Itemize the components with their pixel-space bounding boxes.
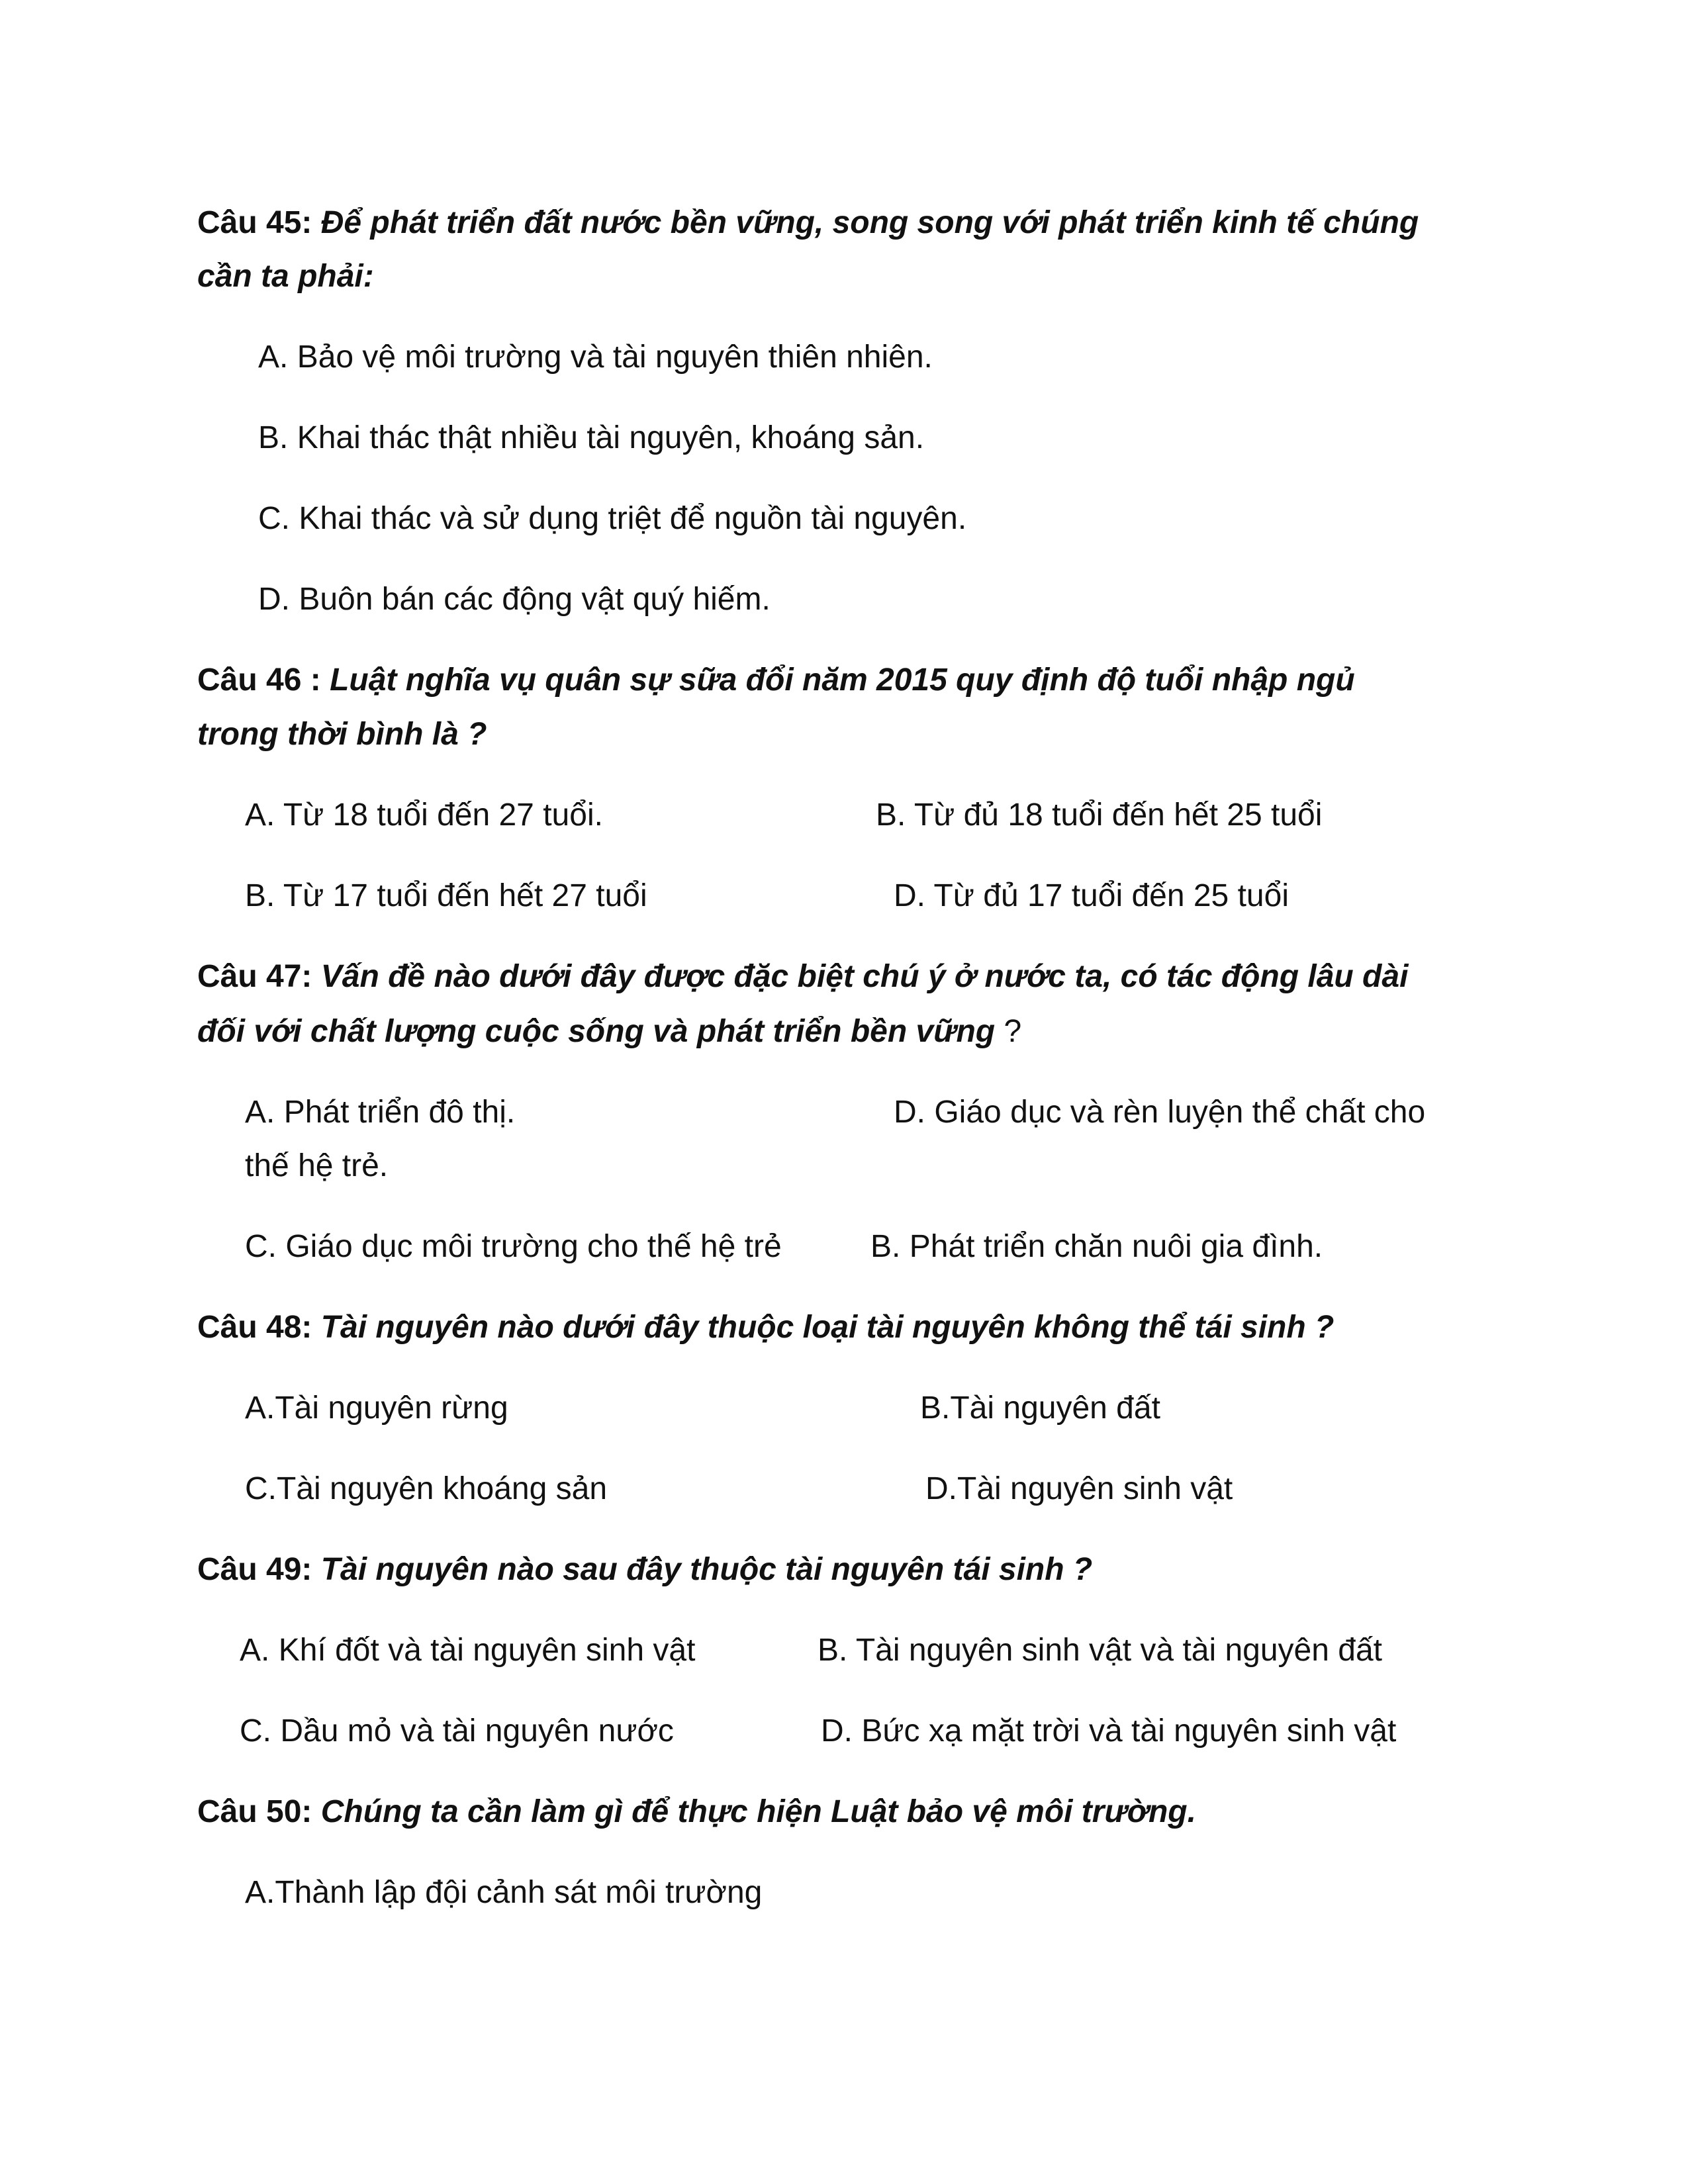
q49-option-a: A. Khí đốt và tài nguyên sinh vật [240,1633,696,1668]
question-47-line2 [197,1016,1021,1048]
question-50-line1 [197,1796,1196,1828]
q47-option-a: A. Phát triển đô thị. [245,1095,516,1130]
question-47-text: Vấn đề nào dưới đây được đặc biệt chú ý ở nước ta, có tác động lâu dài [320,959,1409,994]
q45-option-c: C. Khai thác và sử dụng triệt để nguồn tài nguyên. [258,501,967,536]
question-50-number: Câu 50: [197,1794,321,1829]
question-47-number: Câu 47: [197,959,321,994]
question-49-text: Tài nguyên nào sau đây thuộc tài nguyên tái sinh ? [320,1552,1093,1587]
q48-option-d: D.Tài nguyên sinh vật [925,1471,1233,1506]
q46-option-a: A. Từ 18 tuổi đến 27 tuổi. [245,797,603,833]
question-46-line1 [197,664,1355,696]
question-48-line1 [197,1312,1334,1343]
question-46-number: Câu 46 : [197,662,330,698]
q48-option-c: C.Tài nguyên khoáng sản [245,1471,608,1506]
question-48-text: Tài nguyên nào dưới đây thuộc loại tài nguyên không thể tái sinh ? [320,1310,1335,1345]
q46-option-b: B. Từ đủ 18 tuổi đến hết 25 tuổi [876,797,1323,833]
q48-option-b: B.Tài nguyên đất [920,1390,1160,1426]
question-47-mark: ? [995,1014,1022,1049]
q45-option-b: B. Khai thác thật nhiều tài nguyên, khoáng sản. [258,420,925,455]
q49-option-b: B. Tài nguyên sinh vật và tài nguyên đất [818,1633,1383,1668]
q45-option-d: D. Buôn bán các động vật quý hiếm. [258,582,771,617]
question-50-text: Chúng ta cần làm gì để thực hiện Luật bảo vệ môi trường. [320,1794,1196,1829]
q47-option-d: D. Giáo dục và rèn luyện thể chất cho [894,1095,1426,1130]
q50-option-a: A.Thành lập đội cảnh sát môi trường [245,1875,763,1910]
q47-option-c: C. Giáo dục môi trường cho thế hệ trẻ [245,1229,782,1264]
question-49-line1 [197,1554,1092,1586]
q47-option-d-cont: thế hệ trẻ. [245,1148,389,1183]
question-45-number: Câu 45: [197,205,321,240]
q49-option-c: C. Dầu mỏ và tài nguyên nước [240,1713,674,1749]
question-46-line2 [197,719,487,751]
question-46-text: Luật nghĩa vụ quân sự sữa đổi năm 2015 quy định độ tuổi nhập ngủ [330,662,1355,698]
question-45-line2 [197,261,374,293]
q49-option-d: D. Bức xạ mặt trời và tài nguyên sinh vật [821,1713,1397,1749]
question-48-number: Câu 48: [197,1310,321,1345]
q47-option-b: B. Phát triển chăn nuôi gia đình. [870,1229,1323,1264]
q46-option-c: B. Từ 17 tuổi đến hết 27 tuổi [245,878,647,913]
question-49-number: Câu 49: [197,1552,321,1587]
q48-option-a: A.Tài nguyên rừng [245,1390,508,1426]
question-47-line1 [197,961,1408,993]
question-46-text-cont: trong thời bình là ? [197,717,487,752]
q45-option-a: A. Bảo vệ môi trường và tài nguyên thiên nhiên. [258,340,933,375]
question-45-line1 [197,207,1419,239]
question-45-text-cont: cần ta phải: [197,259,374,294]
question-45-text: Để phát triển đất nước bền vững, song song với phát triển kinh tế chúng [320,205,1419,240]
question-47-text-cont: đối với chất lượng cuộc sống và phát triển bền vững [197,1014,996,1049]
q46-option-d: D. Từ đủ 17 tuổi đến 25 tuổi [894,878,1289,913]
